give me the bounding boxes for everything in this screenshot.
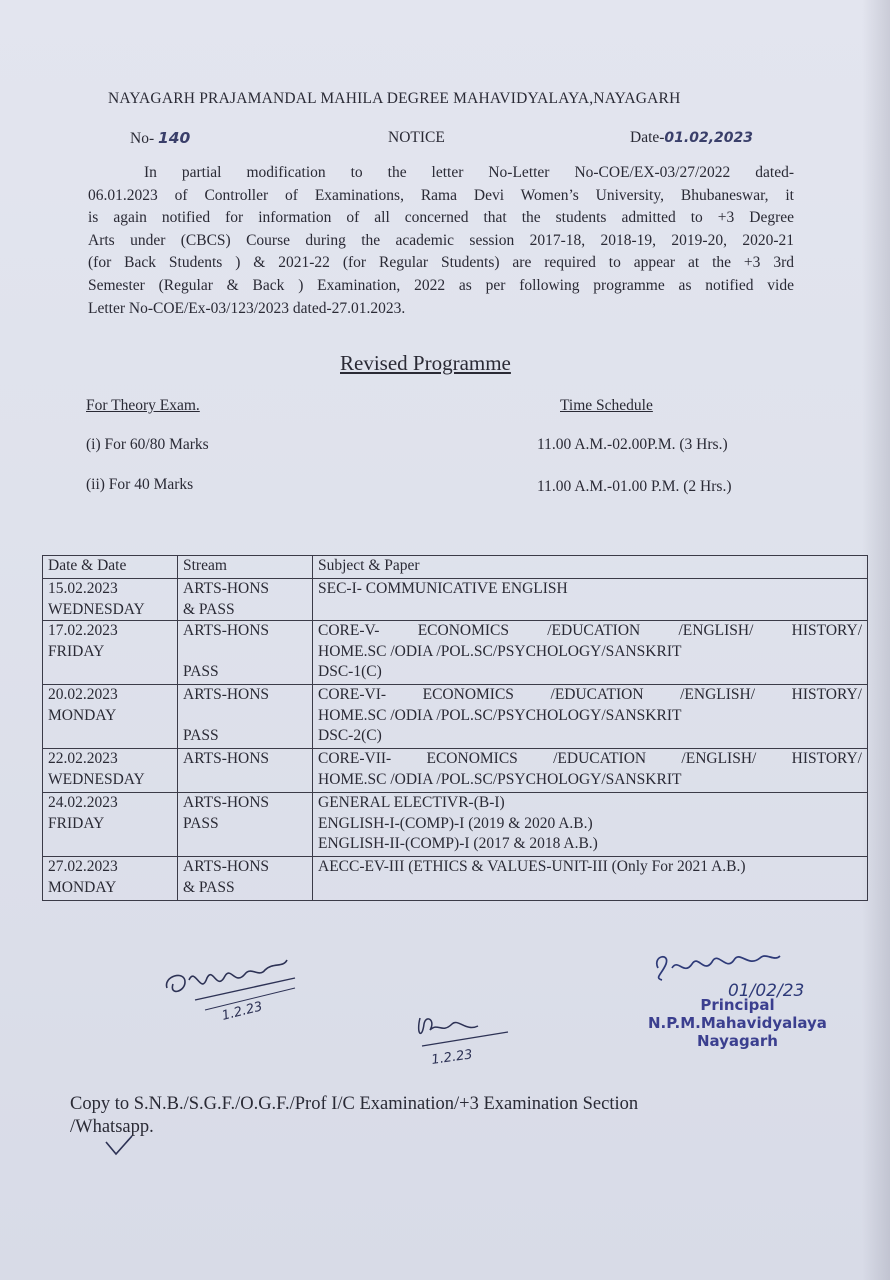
exam-date: 17.02.2023 [48,622,118,639]
stream-primary: ARTS-HONS [183,794,270,811]
date-cell [43,749,178,793]
exam-date: 24.02.2023 [48,794,118,811]
subject-line: SEC-I- COMMUNICATIVE ENGLISH [318,580,568,597]
date-cell [43,685,178,749]
subject-line: AECC-EV-III (ETHICS & VALUES-UNIT-III (Only For 2021 A.B.) [318,858,746,875]
stream-primary: ARTS-HONS [183,622,270,639]
subject-line: HOME.SC /ODIA /POL.SC/PSYCHOLOGY/SANSKRIT [318,642,682,660]
notice-number [130,129,190,148]
notice-date-prefix: Date- [630,129,665,146]
time-60-80: 11.00 A.M.-02.00P.M. (3 Hrs.) [537,436,728,453]
date-cell [43,793,178,857]
principal-place: Nayagarh [696,1032,778,1050]
marks-40: (ii) For 40 Marks [86,476,194,493]
notice-number-value: 140 [157,129,191,147]
stream-cell [178,793,313,857]
header-stream: Stream [178,556,313,579]
exam-day: FRIDAY [48,642,105,660]
body-line: (for Back Students ) & 2021-22 (for Regular Students) are required to appear at the +3 3rd [88,254,794,272]
stream-primary: ARTS-HONS [183,750,270,767]
date-cell [43,621,178,685]
stream-secondary: PASS [183,726,219,744]
table-row [43,857,868,901]
body-line: is again notified for information of all concerned that the students admitted to +3 Degree [88,209,794,227]
header-date: Date & Date [43,556,178,579]
subject-line: DSC-2(C) [318,727,382,744]
exam-date: 27.02.2023 [48,858,118,875]
signature-1-date: 1.2.23 [220,999,265,1024]
stream-secondary: PASS [183,662,219,680]
signature-2 [412,1010,532,1072]
revised-programme-title: Revised Programme [340,351,511,375]
subject-cell [313,749,868,793]
subject-cell [313,857,868,901]
exam-day: WEDNESDAY [48,770,145,788]
body-line: Letter No-COE/Ex-03/123/2023 dated-27.01.2023. [88,299,406,317]
subject-line: GENERAL ELECTIVR-(B-I) [318,794,505,811]
body-line: 06.01.2023 of Controller of Examinations, Rama Devi Women’s University, Bhubaneswar, it [88,186,794,204]
table-header-row [43,556,868,579]
copy-line-2: /Whatsapp. [70,1117,154,1137]
time-40: 11.00 A.M.-01.00 P.M. (2 Hrs.) [537,478,732,495]
exam-day: WEDNESDAY [48,600,145,618]
subject-line: CORE-VII- ECONOMICS /EDUCATION /ENGLISH/ HISTORY/ [318,750,862,767]
notice-date-value: 01.02,2023 [664,130,753,146]
body-line: Arts under (CBCS) Course during the academic session 2017-18, 2018-19, 2019-20, 2020-21 [88,231,794,249]
stream-cell [178,857,313,901]
notice-date [630,129,753,147]
time-schedule-label: Time Schedule [560,397,653,414]
stream-cell [178,749,313,793]
subject-cell [313,685,868,749]
stream-primary: ARTS-HONS [183,686,270,703]
stream-primary: ARTS-HONS [183,580,270,597]
subject-line: DSC-1(C) [318,663,382,680]
subject-line: CORE-VI- ECONOMICS /EDUCATION /ENGLISH/ HISTORY/ [318,686,862,703]
table-row [43,685,868,749]
date-cell [43,857,178,901]
table-row [43,749,868,793]
subject-cell [313,793,868,857]
date-cell [43,579,178,621]
stream-cell [178,621,313,685]
signature-1 [155,948,305,1030]
table-row [43,793,868,857]
stream-secondary: & PASS [183,600,235,618]
copy-to-footer [70,1093,770,1139]
notice-number-prefix: No- [130,130,155,147]
stream-cell [178,579,313,621]
theory-exam-label: For Theory Exam. [86,397,200,414]
college-name: NAYAGARH PRAJAMANDAL MAHILA DEGREE MAHAVIDYALAYA,NAYAGARH [108,90,681,107]
exam-day: MONDAY [48,878,117,896]
notice-body [88,162,794,320]
principal-signature [648,938,838,1002]
principal-title: Principal [700,996,775,1014]
principal-stamp [648,996,827,1050]
exam-day: MONDAY [48,706,117,724]
subject-line: HOME.SC /ODIA /POL.SC/PSYCHOLOGY/SANSKRIT [318,770,682,788]
subject-line: CORE-V- ECONOMICS /EDUCATION /ENGLISH/ HISTORY/ [318,622,862,639]
exam-date: 20.02.2023 [48,686,118,703]
subject-line: ENGLISH-II-(COMP)-I (2017 & 2018 A.B.) [318,835,598,852]
stream-secondary: & PASS [183,878,235,896]
exam-date: 15.02.2023 [48,580,118,597]
body-line: In partial modification to the letter No-Letter No-COE/EX-03/27/2022 dated- [144,164,794,181]
exam-date: 22.02.2023 [48,750,118,767]
table-row [43,579,868,621]
subject-cell [313,579,868,621]
stream-primary: ARTS-HONS [183,858,270,875]
stream-cell [178,685,313,749]
marks-60-80: (i) For 60/80 Marks [86,436,209,453]
principal-organisation: N.P.M.Mahavidyalaya [648,1014,827,1032]
subject-line: ENGLISH-I-(COMP)-I (2019 & 2020 A.B.) [318,814,593,832]
exam-day: FRIDAY [48,814,105,832]
header-subject: Subject & Paper [313,556,868,579]
signature-2-date: 1.2.23 [430,1047,474,1068]
checkmark-icon [104,1134,134,1158]
notice-heading: NOTICE [388,129,445,146]
table-row [43,621,868,685]
subject-line: HOME.SC /ODIA /POL.SC/PSYCHOLOGY/SANSKRIT [318,706,682,724]
principal-signature-date: 01/02/23 [728,981,805,1001]
copy-line-1: Copy to S.N.B./S.G.F./O.G.F./Prof I/C Examination/+3 Examination Section [70,1094,639,1114]
subject-cell [313,621,868,685]
stream-secondary: PASS [183,814,219,832]
exam-schedule-table [42,555,868,901]
body-line: Semester (Regular & Back ) Examination, 2022 as per following programme as notified vide [88,276,794,294]
